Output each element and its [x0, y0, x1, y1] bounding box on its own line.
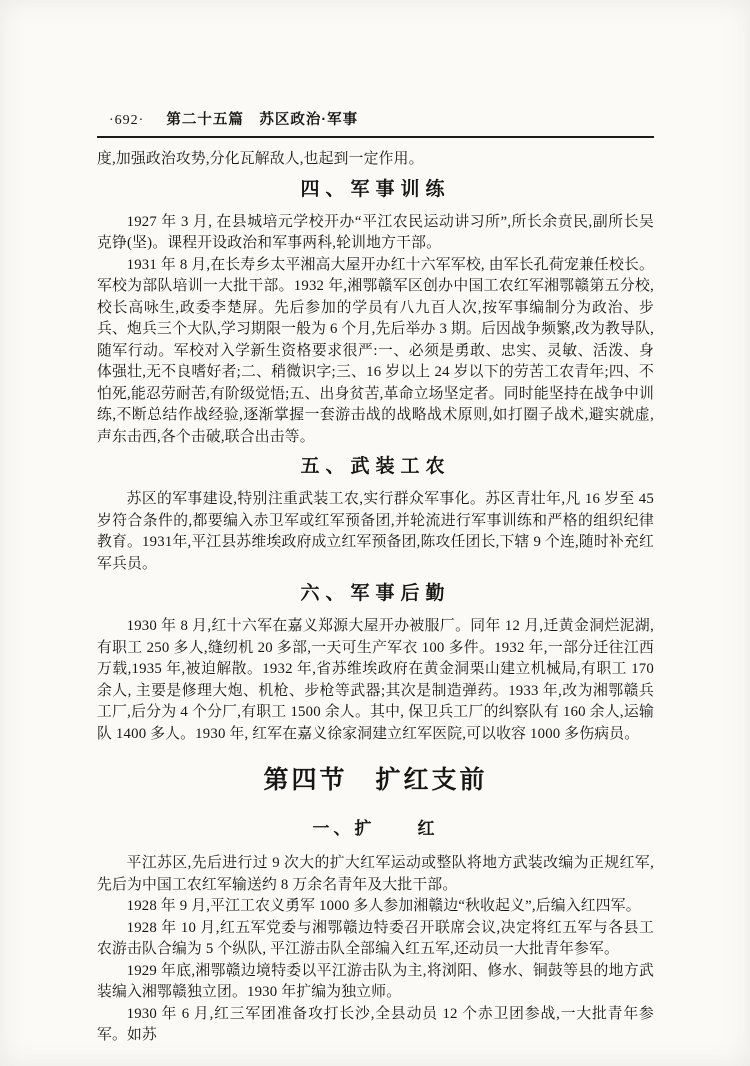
- paragraph: 1931 年 8 月,在长寿乡太平湘高大屋开办红十六军军校, 由军长孔荷宠兼任校长。军校为部队培训一大批干部。1932 年,湘鄂赣军区创办中国工农红军湘鄂赣第五分校,校长高咏生,政委李楚屏。先后参加的学员有八九百人次,按军事编制分为政治、步兵、炮兵三个大队,学习期限一般为 6 个月,先后举办 3 期。后因战争频繁,改为教导队,随军行动。军校对入学新生资格要求很严:一、必须是勇敢、忠实、灵敏、活泼、身体强壮,无不良嗜好者;二、稍微识字;三、16 岁以上 24 岁以下的劳苦工农青年;四、不怕死,能忍劳耐苦,有阶级觉悟;五、出身贫苦,革命立场坚定者。同时能坚持在战争中训练,不断总结作战经验,逐渐掌握一套游击战的战略战术原则,如打圈子战术,避实就虚,声东击西,各个击破,联合出击等。: [97, 256, 654, 445]
- paragraph: 苏区的军事建设,特别注重武装工农,实行群众军事化。苏区青壮年,凡 16 岁至 45 岁符合条件的,都要编入赤卫军或红军预备团,并轮流进行军事训练和严格的组织纪律教育。1931年,平江县苏维埃政府成立红军预备团,陈攻任团长,下辖 9 个连,随时补充红军兵员。: [97, 491, 654, 572]
- running-header: [97, 108, 654, 136]
- heading-arming-workers-peasants: 五、武装工农: [300, 456, 451, 477]
- paragraph: 1928 年 10 月,红五军党委与湘鄂赣边特委召开联席会议,决定将红五军与各县工农游击队合编为 5 个纵队, 平江游击队全部编入红五军,还动员一大批青年参军。: [97, 919, 654, 957]
- page-number: ·692·: [109, 113, 145, 128]
- running-header-title: 第二十五篇 苏区政治·军事: [166, 112, 359, 128]
- paragraph: 1930 年 8 月,红十六军在嘉义郑源大屋开办被服厂。同年 12 月,迁黄金洞烂泥湖,有职工 250 多人,缝纫机 20 多部,一天可生产军衣 100 多件。1932 年,一部分迁往江西万载,1935 年,被迫解散。1932 年,省苏维埃政府在黄金洞栗山建立机械局,有职工 170 余人, 主要是修理大炮、机枪、步枪等武器;其次是制造弹药。1933 年,改为湘鄂赣兵工厂,后分为 4 个分厂,有职工 1500 余人。其中, 保卫兵工厂的纠察队有 160 余人,运输队 1400 多人。1930 年, 红军在嘉义徐家洞建立红军医院,可以收容 1000 多伤病员。: [97, 618, 654, 742]
- heading-military-logistics: 六、军事后勤: [300, 583, 451, 604]
- section-title-expand-red-army: 第四节 扩红支前: [263, 766, 488, 794]
- paragraph-continuation: 度,加强政治攻势,分化瓦解敌人,也起到一定作用。: [97, 151, 424, 167]
- paragraph: 1927 年 3 月, 在县城培元学校开办“平江农民运动讲习所”,所长余贲民,副所长吴克铮(坚)。课程开设政治和军事两科,轮训地方干部。: [97, 213, 654, 251]
- paragraph: 平江苏区,先后进行过 9 次大的扩大红军运动或整队将地方武装改编为正规红军, 先后为中国工农红军输送约 8 万余名青年及大批干部。: [97, 855, 654, 893]
- heading-military-training: 四、军事训练: [300, 178, 451, 200]
- heading-expand-red: 一、扩 红: [312, 819, 439, 838]
- paragraph: 1929 年底,湘鄂赣边境特委以平江游击队为主,将浏阳、修水、铜鼓等县的地方武装编入湘鄂赣独立团。1930 年扩编为独立师。: [97, 962, 654, 1000]
- header-rule: [97, 136, 654, 138]
- paragraph: 1928 年 9 月,平江工农义勇军 1000 多人参加湘赣边“秋收起义”,后编入红四军。: [126, 898, 641, 914]
- paragraph-cutoff: 1930 年 6 月,红三军团准备攻打长沙,全县动员 12 个赤卫团参战,一大批青年参军。如苏: [97, 1005, 654, 1043]
